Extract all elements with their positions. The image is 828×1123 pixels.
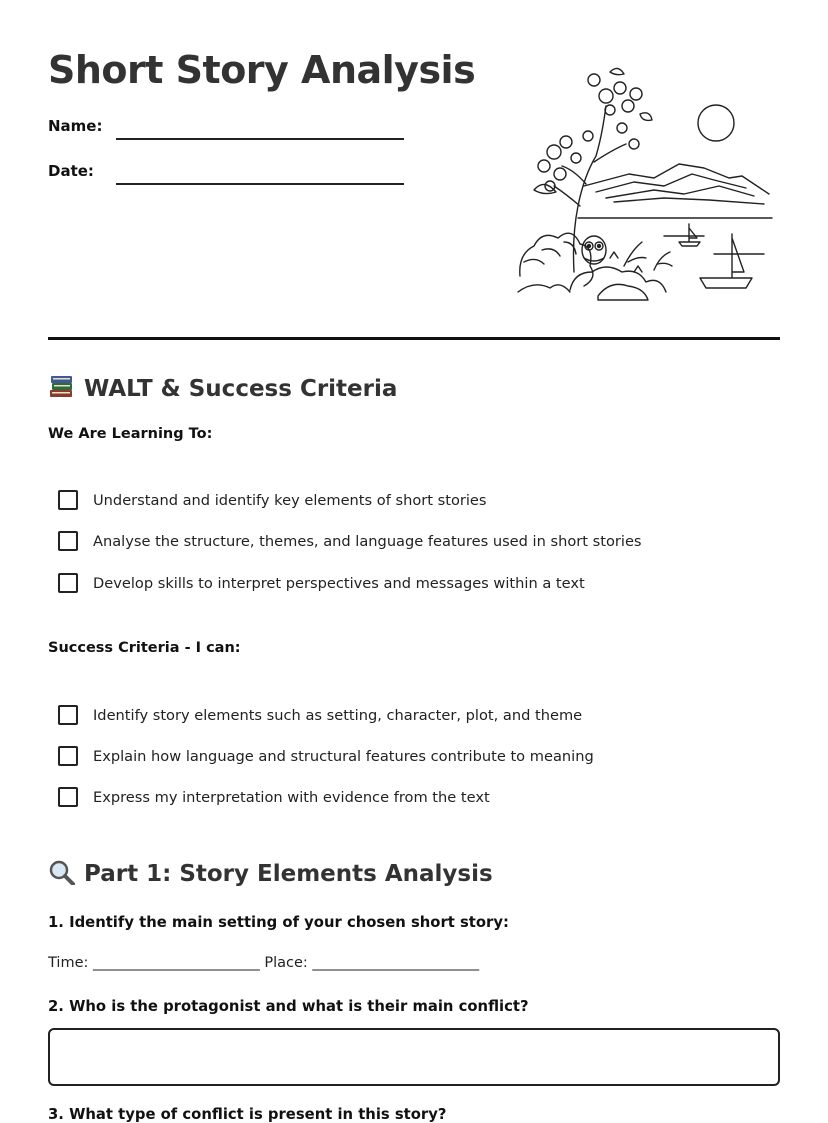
magnifier-icon bbox=[48, 859, 76, 885]
page-title: Short Story Analysis bbox=[48, 48, 476, 92]
part1-heading: Part 1: Story Elements Analysis bbox=[48, 859, 493, 887]
name-field[interactable] bbox=[116, 138, 404, 140]
checkbox[interactable] bbox=[58, 705, 78, 725]
learning-item[interactable]: Understand and identify key elements of short stories bbox=[58, 488, 487, 512]
criteria-item[interactable]: Identify story elements such as setting, character, plot, and theme bbox=[58, 703, 582, 727]
date-label: Date: bbox=[48, 162, 94, 180]
section-divider bbox=[48, 337, 780, 340]
checkbox[interactable] bbox=[58, 746, 78, 766]
name-label: Name: bbox=[48, 117, 103, 135]
criteria-item[interactable]: Express my interpretation with evidence from the text bbox=[58, 785, 490, 809]
date-field[interactable] bbox=[116, 183, 404, 185]
checkbox[interactable] bbox=[58, 531, 78, 551]
sailboat-large bbox=[700, 234, 752, 288]
criteria-label: Success Criteria - I can: bbox=[48, 640, 241, 656]
owl-icon bbox=[582, 236, 606, 264]
question-1: 1. Identify the main setting of your chosen short story: bbox=[48, 914, 509, 931]
learning-label: We Are Learning To: bbox=[48, 426, 213, 442]
question-3: 3. What type of conflict is present in this story? bbox=[48, 1106, 447, 1123]
criteria-item[interactable]: Explain how language and structural features contribute to meaning bbox=[58, 744, 594, 768]
setting-answer-line[interactable]: Time: _______________________ Place: _______________________ bbox=[48, 955, 480, 971]
question-2: 2. Who is the protagonist and what is their main conflict? bbox=[48, 998, 529, 1015]
learning-item[interactable]: Develop skills to interpret perspectives and messages within a text bbox=[58, 571, 585, 595]
answer-box[interactable] bbox=[48, 1028, 780, 1086]
books-icon bbox=[48, 374, 76, 400]
sun-icon bbox=[698, 105, 734, 141]
walt-heading: WALT & Success Criteria bbox=[48, 374, 397, 402]
landscape-illustration bbox=[514, 66, 776, 306]
learning-item[interactable]: Analyse the structure, themes, and language features used in short stories bbox=[58, 529, 642, 553]
checkbox[interactable] bbox=[58, 573, 78, 593]
checkbox[interactable] bbox=[58, 490, 78, 510]
checkbox[interactable] bbox=[58, 787, 78, 807]
sailboat-small bbox=[679, 224, 700, 246]
